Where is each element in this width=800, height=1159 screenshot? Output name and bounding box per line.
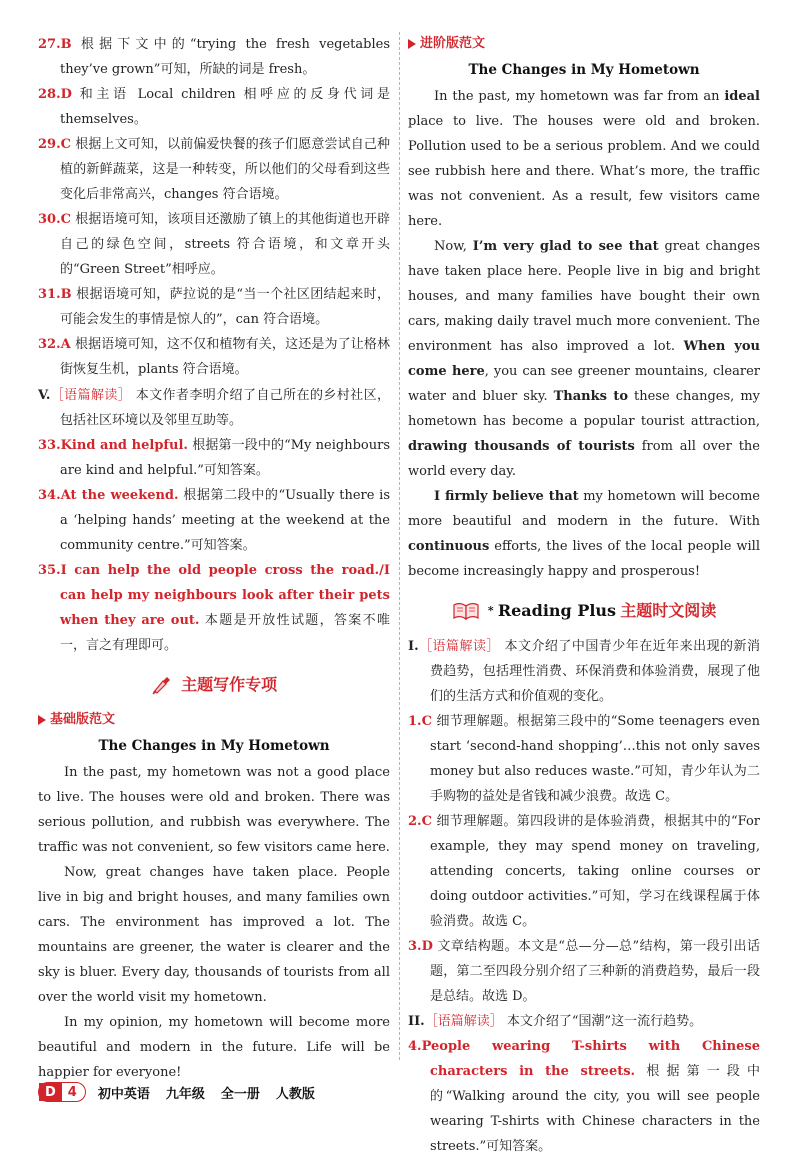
answer-number: 34.	[38, 488, 61, 503]
answer-item	[408, 809, 760, 934]
basic-essay-paragraph: In my opinion, my hometown will become more beautiful and modern in the future. Life will be happier for everyone!	[38, 1015, 390, 1080]
answer-number: 31.B	[38, 287, 72, 302]
answer-number: 28.D	[38, 87, 72, 102]
answer-item	[38, 207, 390, 282]
answer-item	[408, 709, 760, 809]
page-footer: D 4 初中英语 九年级 全一册 人教版	[38, 1081, 331, 1103]
answer-explanation: 细节理解题。根据第三段中的“Some teenagers even start ‘second-hand shopping’…this not only saves money but also reduces waste.”可知，青少年认为二手购物的益处是省钱和减少浪费。故选 C。	[430, 714, 760, 804]
answer-item-4: 4.People wearing T-shirts with Chinese characters in the streets. 根据第一段中的“Walking around the city, you will see people wearing T-shirts with Chinese characters in the streets.”可知答案。	[408, 1039, 760, 1154]
answer-number: 1.C	[408, 714, 432, 729]
answer-item	[38, 433, 390, 483]
answer-explanation: 和主语 Local children 相呼应的反身代词是 themselves。	[60, 87, 390, 127]
answer-text: At the weekend.	[60, 488, 179, 503]
section-v: V.［语篇解读］ 本文作者李明介绍了自己所在的乡村社区，包括社区环境以及邻里互助等。	[38, 388, 390, 428]
advanced-essay-label: 进阶版范文	[408, 32, 760, 56]
answer-item	[408, 934, 760, 1009]
answer-number: 32.A	[38, 337, 71, 352]
answer-number: 35.	[38, 563, 61, 578]
answer-text: I can help the old people cross the road./I can help my neighbours look after their pets when they are out.	[60, 563, 390, 628]
answer-number: 27.B	[38, 37, 72, 52]
advanced-paragraph-3: I firmly believe that my hometown will become more beautiful and modern in the future. With continuous efforts, the lives of the local people will become increasingly happy and prosperous!	[408, 489, 760, 579]
answer-number: 3.D	[408, 939, 433, 954]
section-ii: II.［语篇解读］ 本文介绍了“国潮”这一流行趋势。	[408, 1014, 703, 1029]
advanced-paragraph-1: In the past, my hometown was far from an ideal place to live. The houses were old and broken. Pollution used to be a serious problem. And we could see rubbish here and there. What’s more, the traffic was not convenient. As a result, few visitors came here.	[408, 89, 760, 229]
answer-explanation: 根据第一段中的“My neighbours are kind and helpful.”可知答案。	[60, 438, 390, 478]
basic-essay-paragraph: In the past, my hometown was not a good place to live. The houses were old and broken. There was serious pollution, and rubbish was everywhere. The traffic was not convenient, so few visitors came here.	[38, 765, 390, 855]
right-column	[408, 32, 760, 1159]
arrow-icon	[38, 715, 46, 725]
answer-item	[38, 132, 390, 207]
answer-number: 2.C	[408, 814, 432, 829]
basic-essay-paragraph: Now, great changes have taken place. People live in big and bright houses, and many families own cars. The environment has improved a lot. The mountains are greener, the water is clearer and the sky is bluer. Every day, thousands of tourists from all over the world visit my hometown.	[38, 865, 390, 1005]
answer-number: 30.C	[38, 212, 71, 227]
answer-explanation: 文章结构题。本文是“总—分—总”结构，第一段引出话题，第二至四段分别介绍了三种新的消费趋势，最后一段是总结。故选 D。	[430, 939, 760, 1004]
answer-explanation: 本题是开放性试题，答案不唯一，言之有理即可。	[60, 613, 390, 653]
answer-explanation: 细节理解题。第四段讲的是体验消费，根据其中的“For example, they may spend money on traveling, attending concerts, taking online courses or doing outdoor activities.”可知，学习在线课程属于体验消费。故选 C。	[430, 814, 760, 929]
open-book-icon	[452, 602, 480, 620]
writing-heading: 主题写作专项	[38, 668, 390, 702]
basic-essay-title: The Changes in My Hometown	[98, 738, 330, 754]
answer-number: 33.	[38, 438, 61, 453]
answer-explanation: 根据上文可知，以前偏爱快餐的孩子们愿意尝试自己种植的新鲜蔬菜，这是一种转变，所以他们的父母看到这些变化后非常高兴，changes 符合语境。	[60, 137, 390, 202]
answer-explanation: 根据语境可知，萨拉说的是“当一个社区团结起来时，可能会发生的事情是惊人的”，can 符合语境。	[60, 287, 390, 327]
answer-number: 29.C	[38, 137, 71, 152]
answer-item	[38, 82, 390, 132]
answer-item	[38, 558, 390, 658]
answer-item	[38, 32, 390, 82]
answer-explanation: 根据下文中的“trying the fresh vegetables they’ve grown”可知，所缺的词是 fresh。	[60, 37, 390, 77]
answer-text: Kind and helpful.	[60, 438, 188, 453]
arrow-icon	[408, 39, 416, 49]
page-number: 4	[67, 1084, 77, 1100]
column-divider	[399, 32, 400, 1060]
answer-explanation: 根据语境可知，该项目还激励了镇上的其他街道也开辟自己的绿色空间，streets 符合语境，和文章开头的“Green Street”相呼应。	[60, 212, 390, 277]
answer-item	[38, 332, 390, 382]
answer-explanation: 根据语境可知，这不仅和植物有关，这还是为了让格林街恢复生机，plants 符合语境。	[60, 337, 390, 377]
page-badge: D 4	[38, 1082, 86, 1102]
basic-essay-label: 基础版范文	[38, 708, 390, 732]
left-column	[38, 32, 390, 1085]
section-i: I.［语篇解读］ 本文介绍了中国青少年在近年来出现的新消费趋势，包括理性消费、环保消费和体验消费，展现了他们的生活方式和价值观的变化。	[408, 639, 760, 704]
answer-item	[38, 483, 390, 558]
answer-explanation: 根据第二段中的“Usually there is a ‘helping hands’ meeting at the weekend at the community centre.”可知答案。	[60, 488, 390, 553]
advanced-essay-title: The Changes in My Hometown	[468, 62, 700, 78]
answer-item	[38, 282, 390, 332]
reading-plus-heading: * Reading Plus 主题时文阅读	[408, 594, 760, 628]
writing-brush-icon	[151, 675, 173, 695]
advanced-paragraph-2: Now, I’m very glad to see that great changes have taken place here. People live in big and bright houses, and many families have bought their own cars, making daily travel much more convenient. The environment has also improved a lot. When you come here, you can see greener mountains, clearer water and bluer sky. Thanks to these changes, my hometown has become a popular tourist attraction, drawing thousands of tourists from all over the world every day.	[408, 239, 760, 479]
